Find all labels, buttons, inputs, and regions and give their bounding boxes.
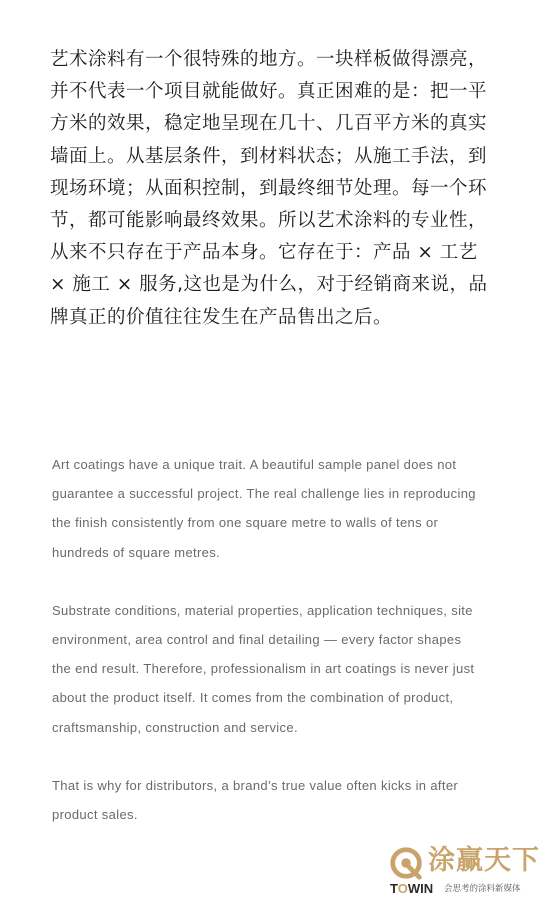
zh-line: 现场环境；从面积控制，到最终细节处理。每一个环 xyxy=(50,177,488,199)
en-line: about the product itself. It comes from the combination of product, xyxy=(52,690,454,706)
chinese-paragraph xyxy=(50,44,508,334)
zh-line: 节，都可能影响最终效果。所以艺术涂料的专业性， xyxy=(50,210,488,232)
en-line: Art coatings have a unique trait. A beautiful sample panel does not xyxy=(52,457,457,472)
zh-line: 并不代表一个项目就能做好。真正困难的是：把一平 xyxy=(50,81,488,103)
brand-prefix: T xyxy=(390,881,398,896)
en-line: Substrate conditions, material properties, application techniques, site xyxy=(52,602,473,618)
en-line: the finish consistently from one square metre to walls of tens or xyxy=(52,515,439,531)
en-paragraph-3 xyxy=(52,771,512,829)
logo-slogan: 会思考的涂料新媒体 xyxy=(444,884,521,894)
zh-line: 墙面上。从基层条件，到材料状态；从施工手法，到 xyxy=(50,145,488,167)
en-paragraph-2 xyxy=(52,596,512,742)
zh-line: × 施工 × 服务,这也是为什么，对于经销商来说，品 xyxy=(50,274,488,296)
logo-brand-name xyxy=(390,882,433,896)
en-line: That is why for distributors, a brand’s true value often kicks in after xyxy=(52,777,459,793)
zh-line: 方米的效果，稳定地呈现在几十、几百平方米的真实 xyxy=(50,113,488,135)
english-translation xyxy=(52,450,512,858)
brand-accent-letter: O xyxy=(397,881,408,896)
en-paragraph-1 xyxy=(52,450,512,567)
en-line: hundreds of square metres. xyxy=(52,544,221,560)
en-line: guarantee a successful project. The real challenge lies in reproducing xyxy=(52,486,476,502)
paint-brush-circle-icon xyxy=(388,844,426,882)
en-line: craftsmanship, construction and service. xyxy=(52,719,298,735)
zh-line: 牌真正的价值往往发生在产品售出之后。 xyxy=(50,306,393,328)
towin-logo xyxy=(384,842,540,896)
en-line: the end result. Therefore, professionalism in art coatings is never just xyxy=(52,661,475,677)
logo-title: 涂赢天下 xyxy=(428,845,540,876)
zh-line: 艺术涂料有一个很特殊的地方。一块样板做得漂亮， xyxy=(50,49,488,70)
brand-suffix: WIN xyxy=(407,881,434,896)
zh-line: 从来不只存在于产品本身。它存在于：产品 × 工艺 xyxy=(50,242,478,264)
en-line: environment, area control and final detailing — every factor shapes xyxy=(52,632,462,648)
en-line: product sales. xyxy=(52,807,138,823)
